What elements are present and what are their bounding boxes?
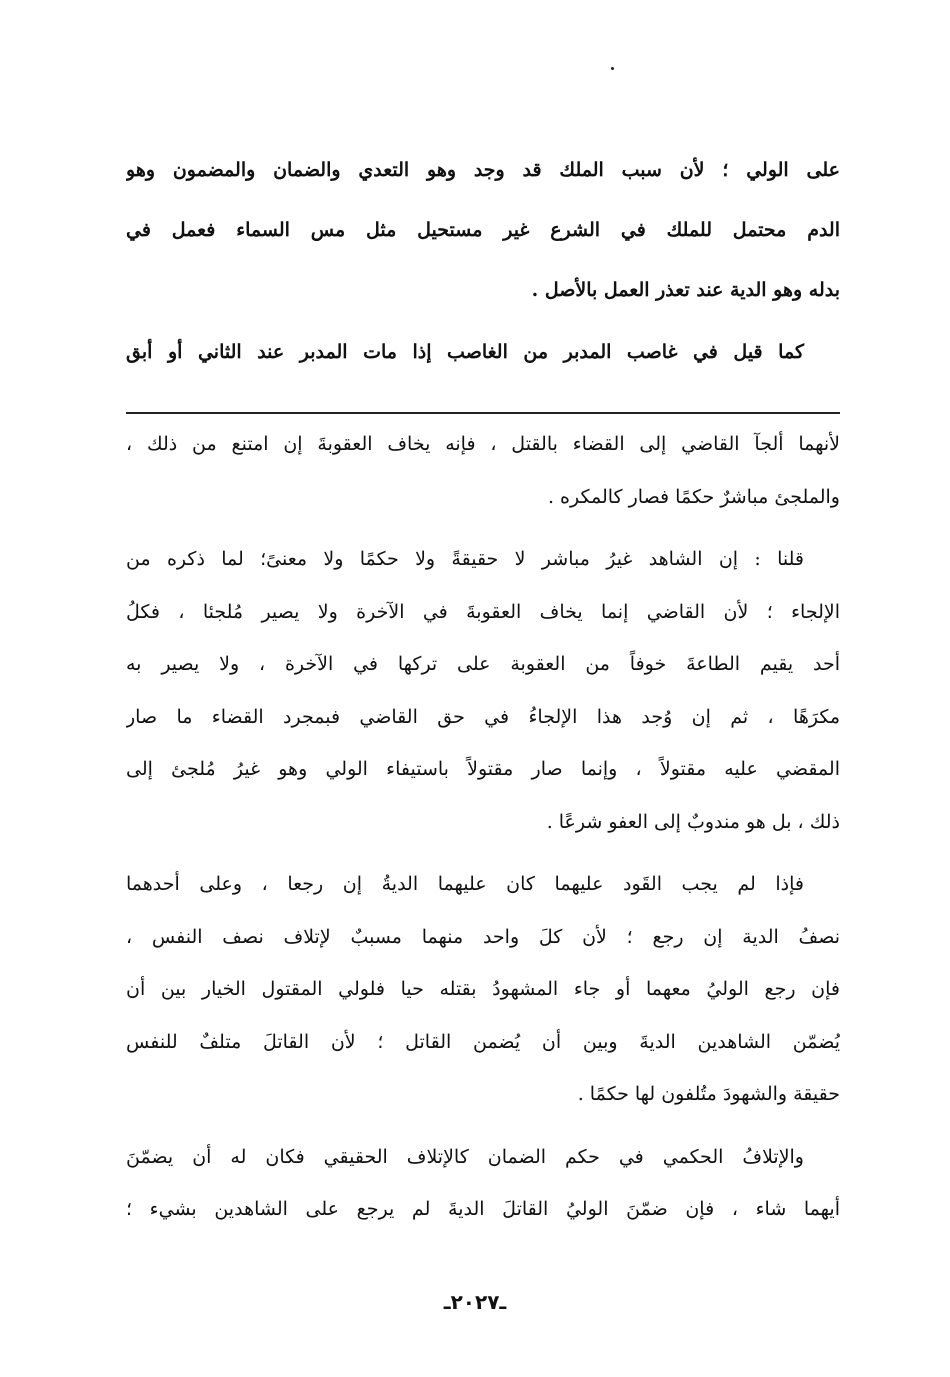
footnote-line: لأنهما ألجآ القاضي إلى القضاء بالقتل ، فإنه يخاف العقوبةَ إن امتنع من ذلك ، [126,433,840,455]
main-line: على الولي ؛ لأن سبب الملك قد وجد وهو التعدي والضمان والمضمون وهو [126,159,840,181]
page-number: ـ٢٠٢٧ـ [443,1290,507,1314]
main-line: كما قيل في غاصب المدبر من الغاصب إذا مات المدبر عند الثاني أو أبق [126,341,804,363]
main-text [126,140,840,382]
footnote-line: فإن رجع الوليُ معهما أو جاء المشهودُ بقتله حيا فلولي المقتول الخيار بين أن [126,978,840,1000]
footnote-line: نصفُ الدية إن رجع ؛ لأن كلَ واحد منهما مسببٌ لإتلاف نصف النفس ، [126,925,840,948]
footnote-text [126,418,840,1236]
footnote-line: المقضي عليه مقتولاً ، وإنما صار مقتولاً باستيفاء الولي وهو غيرُ مُلجئ إلى [126,758,840,780]
footnote-separator [126,412,840,414]
page-speck [611,67,614,70]
main-line: الدم محتمل للملك في الشرع غير مستحيل مثل مس السماء فعمل في [126,219,840,241]
footnote-line: يُضمّن الشاهدين الديةَ وبين أن يُضمن القاتل ؛ لأن القاتلَ متلفٌ للنفس [126,1030,840,1053]
main-line: بدله وهو الدية عند تعذر العمل بالأصل . [531,279,840,301]
footnote-line: حقيقة والشهودَ متُلفون لها حكمًا . [577,1083,840,1105]
footnote-line: أيهما شاء ، فإن ضمّنَ الوليُ القاتلَ الديةَ لم يرجع على الشاهدين بشيء ؛ [126,1198,840,1220]
page-content [126,140,840,1236]
footnote-line: الإلجاء ؛ لأن القاضي إنما يخاف العقوبةَ في الآخرة ولا يصير مُلجئا ، فكلُ [126,600,840,623]
footnote-line: مكرَهًا ، ثم إن وُجد هذا الإلجاءُ في حق القاضي فبمجرد القضاء ما صار [126,705,840,728]
footnote-line: والملجئ مباشرٌ حكمًا فصار كالمكره . [547,485,840,508]
footnote-line: فإذا لم يجب القَود عليهما كان عليهما الديةُ إن رجعا ، وعلى أحدهما [126,873,804,895]
footnote-line: والإتلافُ الحكمي في حكم الضمان كالإتلاف الحقيقي فكان له أن يضمّنَ [126,1145,804,1168]
footnote-line: ذلك ، بل هو مندوبٌ إلى العفو شرعًا . [546,810,840,833]
footnote-line: أحد يقيم الطاعةَ خوفاً من العقوبة على تركها في الآخرة ، ولا يصير به [126,653,840,675]
footnote-line: قلنا : إن الشاهد غيرُ مباشر لا حقيقةً ولا حكمًا ولا معنىً؛ لما ذكره من [126,548,804,570]
